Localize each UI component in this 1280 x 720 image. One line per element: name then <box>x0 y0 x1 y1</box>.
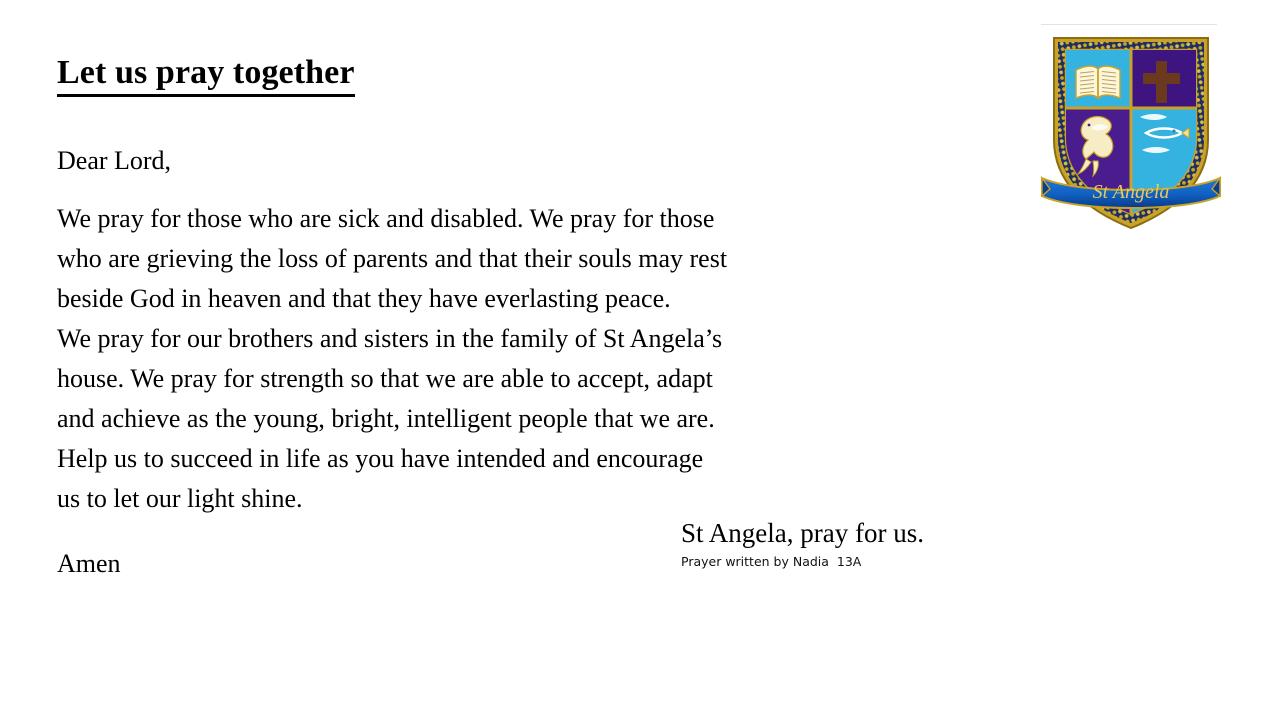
page-title <box>57 54 355 97</box>
header-divider <box>1041 24 1217 25</box>
prayer-closing-amen: Amen <box>57 549 121 578</box>
prayer-line: We pray for those who are sick and disabled. We pray for those <box>57 204 715 233</box>
prayer-body <box>57 199 957 519</box>
prayer-line: beside God in heaven and that they have everlasting peace. <box>57 284 671 313</box>
crest-banner-text: St Angela <box>1092 181 1170 203</box>
prayer-line: Help us to succeed in life as you have intended and encourage <box>57 444 704 473</box>
crest-open-book-icon <box>1076 66 1120 98</box>
prayer-line: house. We pray for strength so that we are able to accept, adapt <box>57 364 713 393</box>
page-title-text: Let us pray together <box>57 54 355 97</box>
prayer-line: and achieve as the young, bright, intelligent people that we are. <box>57 404 715 433</box>
prayer-salutation: Dear Lord, <box>57 146 172 175</box>
prayer-attribution: Prayer written by Nadia 13A <box>681 554 862 569</box>
prayer-line: who are grieving the loss of parents and that their souls may rest <box>57 244 728 273</box>
school-crest-logo <box>1036 28 1226 234</box>
saint-invocation: St Angela, pray for us. <box>681 518 924 548</box>
prayer-line: We pray for our brothers and sisters in the family of St Angela’s <box>57 324 723 353</box>
prayer-line: us to let our light shine. <box>57 484 303 513</box>
